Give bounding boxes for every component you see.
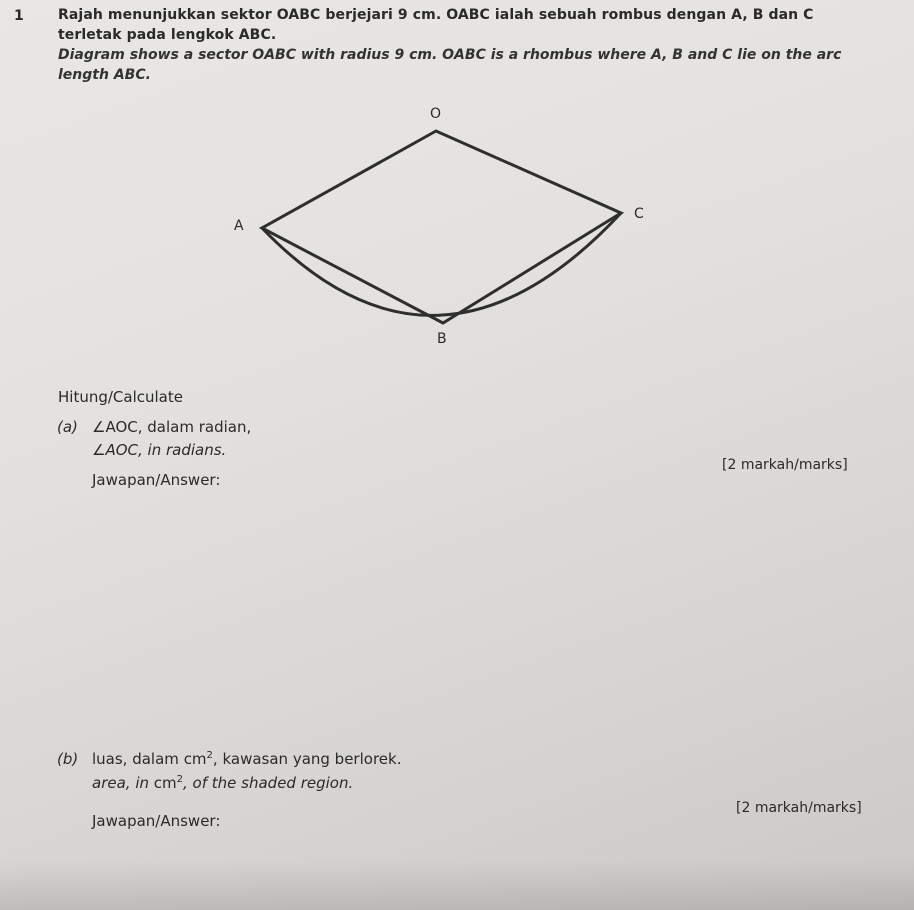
part-b-text-en-post: , of the shaded region.: [183, 774, 354, 792]
question-text-bm-line2: terletak pada lengkok ABC.: [58, 27, 277, 43]
part-a-text-bm: ∠AOC, dalam radian,: [92, 418, 252, 436]
part-a-marks: [2 markah/marks]: [722, 457, 848, 473]
part-b-text-en: [92, 774, 353, 792]
label-o: O: [430, 106, 442, 122]
part-b-answer-label: Jawapan/Answer:: [92, 812, 221, 830]
photo-shadow: [0, 860, 914, 910]
part-b-power-en: 2: [176, 774, 184, 785]
label-a: A: [234, 218, 244, 234]
arc-abc: [262, 213, 621, 315]
part-b-unit: cm: [183, 750, 207, 768]
part-a-answer-label: Jawapan/Answer:: [92, 471, 221, 489]
question-text-bm-line1: Rajah menunjukkan sektor OABC berjejari 9 cm. OABC ialah sebuah rombus dengan A, B dan C: [58, 7, 814, 23]
part-b-power: 2: [206, 750, 213, 761]
part-b-text-en-pre: area, in: [92, 774, 149, 792]
part-a-text-en: ∠AOC, in radians.: [92, 441, 227, 459]
label-c: C: [634, 206, 644, 222]
part-b-text-bm: [92, 750, 401, 768]
label-b: B: [437, 331, 447, 347]
part-b-text-bm-pre: luas, dalam: [92, 750, 179, 768]
part-b-letter: (b): [57, 750, 79, 768]
part-a-letter: (a): [57, 418, 78, 436]
calculate-heading: Hitung/Calculate: [58, 388, 183, 406]
question-number: 1: [14, 8, 24, 24]
part-b-text-bm-post: , kawasan yang berlorek.: [212, 750, 402, 768]
part-b-marks: [2 markah/marks]: [736, 800, 862, 816]
rhombus-oabc: [262, 131, 621, 323]
part-b-unit-en: cm: [153, 774, 177, 792]
question-text-en-line2: length ABC.: [58, 67, 151, 83]
question-text-en-line1: Diagram shows a sector OABC with radius 9 cm. OABC is a rhombus where A, B and C lie on the arc: [58, 47, 842, 63]
